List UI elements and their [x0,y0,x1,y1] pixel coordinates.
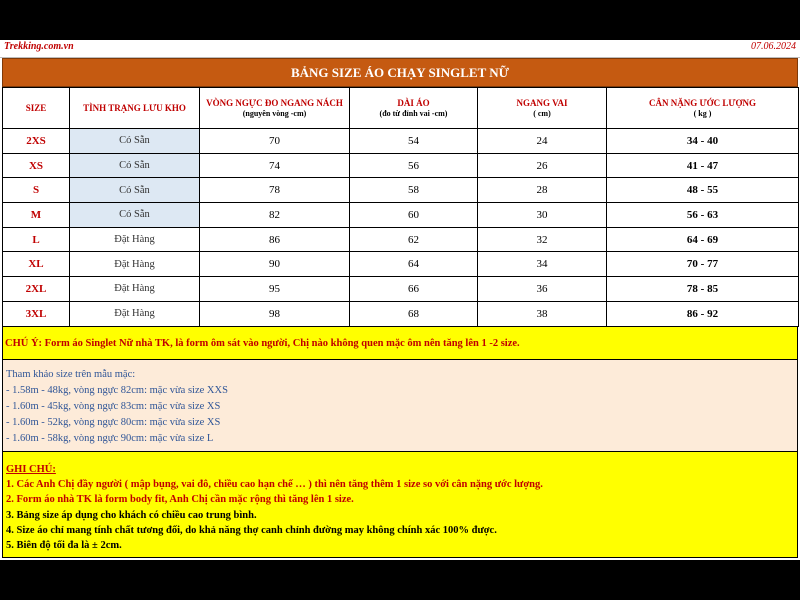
length-cell: 68 [350,301,478,326]
weight-cell: 56 - 63 [607,203,799,228]
reference-item: - 1.60m - 52kg, vòng ngực 80cm: mặc vừa size XS [6,417,221,428]
note-item: 5. Biên độ tối đa là ± 2cm. [6,540,122,552]
shoulder-cell: 26 [478,153,607,178]
weight-cell: 41 - 47 [607,153,799,178]
table-row [3,129,799,154]
size-cell: XS [3,153,70,178]
status-cell: Đặt Hàng [70,301,200,326]
header-chest: VÒNG NGỰC ĐO NGANG NÁCH (nguyên vòng -cm) [200,88,350,129]
fit-warning-note [2,326,798,360]
chest-cell: 70 [200,129,350,154]
reference-title: Tham khảo size trên mẫu mặc: [6,369,136,380]
shoulder-cell: 34 [478,252,607,277]
weight-cell: 34 - 40 [607,129,799,154]
brand-label: Trekking.com.vn [4,41,74,52]
fit-warning-text: CHÚ Ý: Form áo Singlet Nữ nhà TK, là form ôm sát vào người, Chị nào không quen mặc ôm nên tăng lên 1 -2 size. [5,337,520,349]
size-table [2,87,799,327]
chart-title: BẢNG SIZE ÁO CHẠY SINGLET NỮ [2,58,798,87]
status-cell: Có Sẵn [70,203,200,228]
status-cell: Đặt Hàng [70,252,200,277]
model-reference-box [2,360,798,452]
size-cell: M [3,203,70,228]
top-bar [0,40,800,58]
length-cell: 58 [350,178,478,203]
table-row [3,227,799,252]
table-row [3,203,799,228]
header-stock-status: TÌNH TRẠNG LƯU KHO [70,88,200,129]
table-row [3,178,799,203]
weight-cell: 70 - 77 [607,252,799,277]
status-cell: Đặt Hàng [70,227,200,252]
shoulder-cell: 32 [478,227,607,252]
reference-item: - 1.60m - 45kg, vòng ngực 83cm: mặc vừa size XS [6,401,221,412]
chest-cell: 74 [200,153,350,178]
table-row [3,301,799,326]
reference-item: - 1.58m - 48kg, vòng ngực 82cm: mặc vừa size XXS [6,385,228,396]
size-cell: L [3,227,70,252]
shoulder-cell: 38 [478,301,607,326]
size-cell: 2XS [3,129,70,154]
shoulder-cell: 30 [478,203,607,228]
length-cell: 54 [350,129,478,154]
header-length: DÀI ÁO (đo từ đỉnh vai -cm) [350,88,478,129]
length-cell: 62 [350,227,478,252]
size-cell: 2XL [3,277,70,302]
table-row [3,277,799,302]
chest-cell: 82 [200,203,350,228]
size-chart-sheet [0,40,800,560]
weight-cell: 48 - 55 [607,178,799,203]
table-row [3,252,799,277]
table-header-row [3,88,799,129]
status-cell: Đặt Hàng [70,277,200,302]
size-cell: S [3,178,70,203]
length-cell: 56 [350,153,478,178]
status-cell: Có Sẵn [70,129,200,154]
header-shoulder: NGANG VAI ( cm) [478,88,607,129]
notes-box [2,452,798,558]
length-cell: 60 [350,203,478,228]
length-cell: 66 [350,277,478,302]
chest-cell: 78 [200,178,350,203]
chest-cell: 90 [200,252,350,277]
note-item: 2. Form áo nhà TK là form body fit, Anh Chị cần mặc rộng thì tăng lên 1 size. [6,494,354,506]
note-item: 3. Bảng size áp dụng cho khách có chiều cao trung bình. [6,509,257,521]
reference-item: - 1.60m - 58kg, vòng ngực 90cm: mặc vừa size L [6,433,214,444]
date-label: 07.06.2024 [751,41,796,52]
table-row [3,153,799,178]
weight-cell: 86 - 92 [607,301,799,326]
shoulder-cell: 36 [478,277,607,302]
size-cell: 3XL [3,301,70,326]
shoulder-cell: 24 [478,129,607,154]
header-size: SIZE [3,88,70,129]
shoulder-cell: 28 [478,178,607,203]
weight-cell: 64 - 69 [607,227,799,252]
length-cell: 64 [350,252,478,277]
chest-cell: 98 [200,301,350,326]
notes-title: GHI CHÚ: [6,464,56,475]
size-cell: XL [3,252,70,277]
header-weight: CÂN NẶNG ƯỚC LƯỢNG ( kg ) [607,88,799,129]
status-cell: Có Sẵn [70,178,200,203]
note-item: 4. Size áo chỉ mang tính chất tương đối, do khả năng thợ canh chỉnh đường may không chính xác 100% được. [6,524,497,536]
status-cell: Có Sẵn [70,153,200,178]
chest-cell: 86 [200,227,350,252]
weight-cell: 78 - 85 [607,277,799,302]
chest-cell: 95 [200,277,350,302]
note-item: 1. Các Anh Chị đầy người ( mập bụng, vai đô, chiều cao hạn chế … ) thì nên tăng thêm 1 size so với cân nặng ước lượng. [6,479,543,491]
